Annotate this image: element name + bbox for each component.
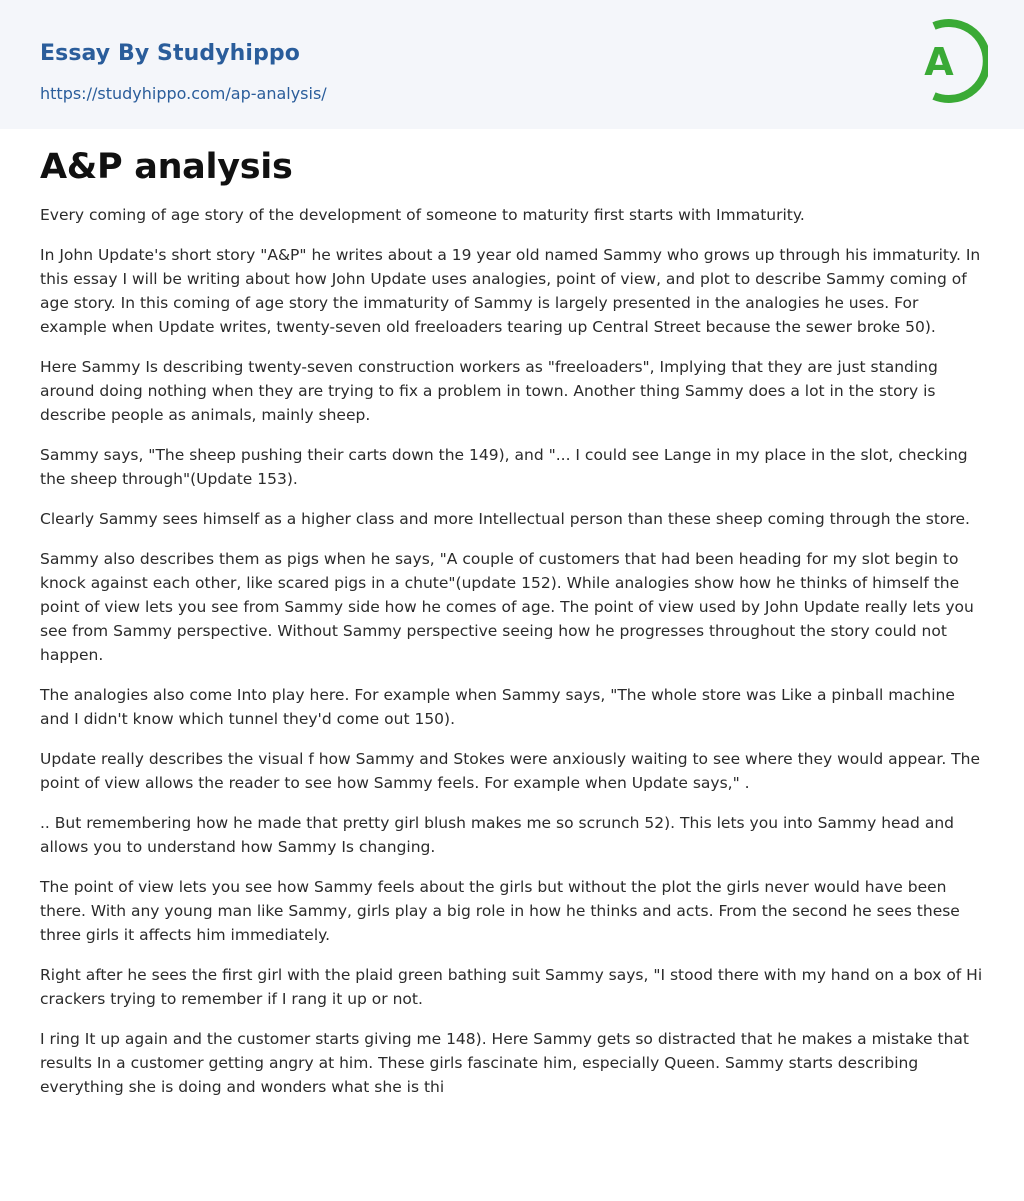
essay-title: A&P analysis <box>40 147 293 187</box>
brand-title[interactable]: Essay By Studyhippo <box>40 41 300 66</box>
essay-paragraph: .. But remembering how he made that pretty girl blush makes me so scrunch 52). This lets you into Sammy head and allows you to understand how Sammy Is changing. <box>40 814 954 856</box>
essay-paragraph: Update really describes the visual f how Sammy and Stokes were anxiously waiting to see where they would appear. The point of view allows the reader to see how Sammy feels. For example when Update says," . <box>40 750 981 792</box>
essay-paragraph: Right after he sees the first girl with the plaid green bathing suit Sammy says, "I stood there with my hand on a box of Hi crackers trying to remember if I rang it up or not. <box>40 966 983 1008</box>
essay-paragraph: I ring It up again and the customer starts giving me 148). Here Sammy gets so distracted that he makes a mistake that results In a customer getting angry at him. These girls fascinate him, especially Queen. Sammy starts describing everything she is doing and wonders what she is thi <box>40 1030 969 1096</box>
logo-letter: A <box>924 40 954 84</box>
essay-paragraph: The point of view lets you see how Sammy feels about the girls but without the plot the girls never would have been there. With any young man like Sammy, girls play a big role in how he thinks and acts. From the second he sees these three girls it affects him immediately. <box>40 878 960 944</box>
essay-paragraph: Here Sammy Is describing twenty-seven construction workers as "freeloaders", Implying that they are just standing around doing nothing when they are trying to fix a problem in town. Another thing Sammy does a lot in the story is describe people as animals, mainly sheep. <box>40 358 938 424</box>
source-url-link[interactable]: https://studyhippo.com/ap-analysis/ <box>40 84 327 103</box>
essay-paragraph: The analogies also come Into play here. For example when Sammy says, "The whole store was Like a pinball machine and I didn't know which tunnel they'd come out 150). <box>40 686 955 728</box>
essay-body <box>40 203 984 1099</box>
main-content <box>0 129 1024 1099</box>
studyhippo-logo-icon[interactable] <box>910 17 988 107</box>
essay-paragraph: In John Update's short story "A&P" he writes about a 19 year old named Sammy who grows up through his immaturity. In this essay I will be writing about how John Update uses analogies, point of view, and plot to describe Sammy coming of age story. In this coming of age story the immaturity of Sammy is largely presented in the analogies he uses. For example when Update writes, twenty-seven old freeloaders tearing up Central Street because the sewer broke 50). <box>40 246 981 336</box>
essay-paragraph: Every coming of age story of the development of someone to maturity first starts with Immaturity. <box>40 206 805 224</box>
essay-paragraph: Sammy also describes them as pigs when he says, "A couple of customers that had been heading for my slot begin to knock against each other, like scared pigs in a chute"(update 152). While analogies show how he thinks of himself the point of view lets you see from Sammy side how he comes of age. The point of view used by John Update really lets you see from Sammy perspective. Without Sammy perspective seeing how he progresses throughout the story could not happen. <box>40 550 974 664</box>
site-header <box>0 0 1024 129</box>
essay-paragraph: Sammy says, "The sheep pushing their carts down the 149), and "... I could see Lange in my place in the slot, checking the sheep through"(Update 153). <box>40 446 968 488</box>
essay-paragraph: Clearly Sammy sees himself as a higher class and more Intellectual person than these sheep coming through the store. <box>40 510 970 528</box>
